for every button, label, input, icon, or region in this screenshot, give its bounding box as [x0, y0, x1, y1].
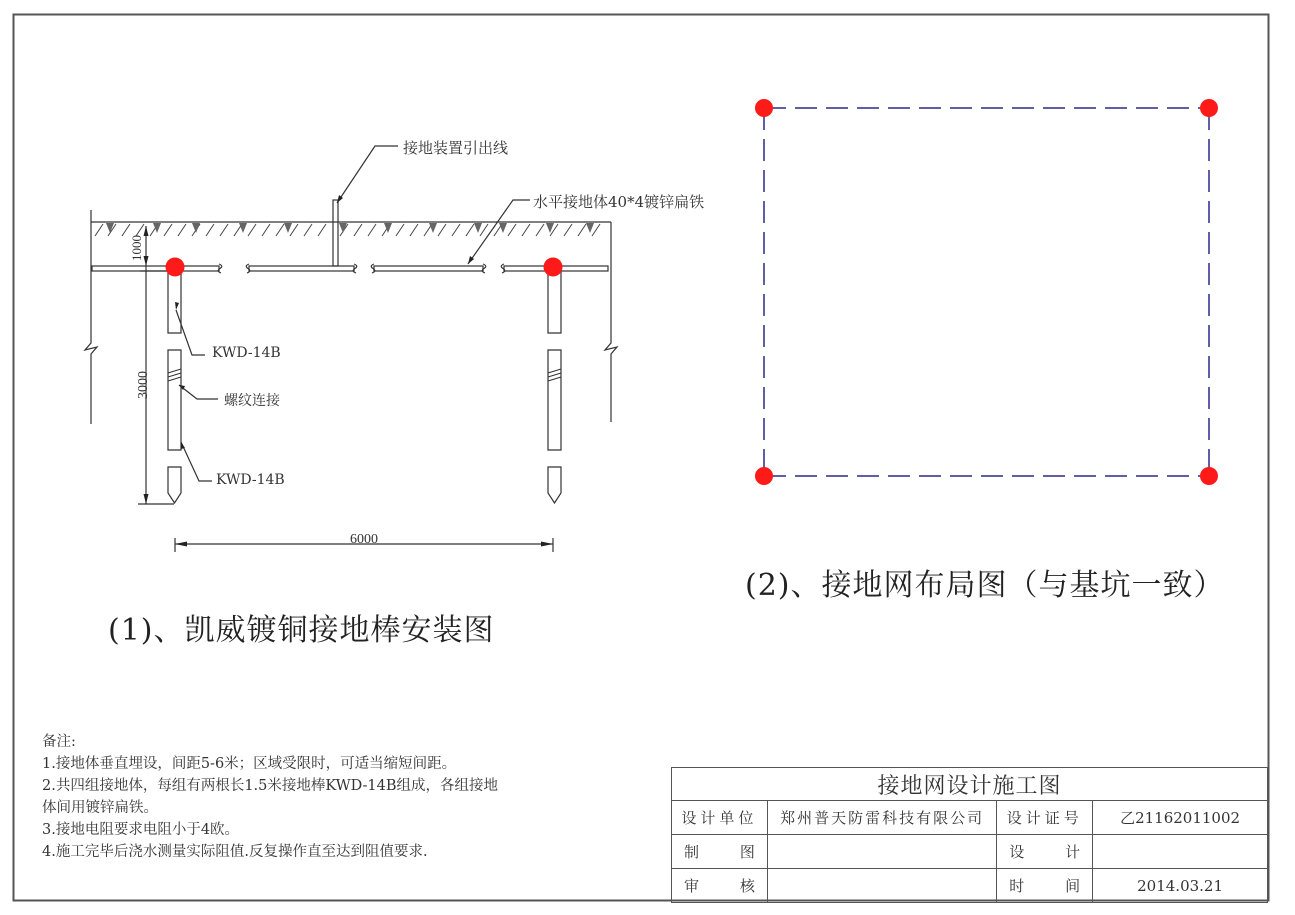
- dim-spacing: 6000: [350, 532, 378, 547]
- caption-grid-layout: (2)、接地网布局图（与基坑一致）: [745, 568, 1225, 603]
- notes-title: 备注:: [42, 734, 76, 750]
- review-label-a: 审: [684, 877, 700, 895]
- design-label: [997, 835, 1093, 869]
- note-item: 1.接地体垂直埋设，间距5-6米；区域受限时，可适当缩短间距。: [42, 756, 457, 772]
- draw-label-a: 制: [684, 843, 700, 861]
- caption-installation: (1)、凯威镀铜接地棒安装图: [108, 613, 495, 648]
- grid-node-bottom-left: [755, 467, 773, 485]
- design-label-b: 计: [1065, 843, 1081, 861]
- review-label: [672, 869, 768, 903]
- ground-rod-node-right: [544, 258, 563, 277]
- horizontal-conductor-label: 水平接地体40*4镀锌扁铁: [533, 193, 705, 211]
- review-label-b: 核: [739, 877, 755, 895]
- title-block: [671, 767, 1268, 903]
- dim-rod-length: 3000: [136, 371, 151, 399]
- title-block-title: 接地网设计施工图: [672, 768, 1268, 801]
- time-label: [997, 869, 1093, 903]
- cert-label: 设计证号: [997, 801, 1093, 835]
- time-label-b: 间: [1065, 877, 1081, 895]
- thread-connection-label: 螺纹连接: [224, 393, 280, 409]
- rod-bottom-label: KWD-14B: [216, 472, 285, 488]
- grid-layout-drawing: [764, 108, 1209, 476]
- design-unit-value: 郑州普天防雷科技有限公司: [767, 801, 996, 835]
- design-unit-label: 设计单位: [672, 801, 768, 835]
- note-item: 2.共四组接地体，每组有两根长1.5米接地棒KWD-14B组成，各组接地: [42, 778, 499, 794]
- grid-node-top-right: [1200, 99, 1218, 117]
- notes-block: [42, 731, 562, 863]
- note-item: 4.施工完毕后浇水测量实际阻值.反复操作直至达到阻值要求.: [42, 844, 428, 860]
- date-value: 2014.03.21: [1093, 869, 1268, 903]
- draw-label: [672, 835, 768, 869]
- note-item: 3.接地电阻要求电阻小于4欧。: [42, 822, 240, 838]
- grid-node-top-left: [755, 99, 773, 117]
- lead-out-label: 接地装置引出线: [403, 139, 509, 157]
- review-value: [767, 869, 996, 903]
- cert-value: 乙21162011002: [1093, 801, 1268, 835]
- rod-top-label: KWD-14B: [212, 345, 281, 361]
- draw-value: [767, 835, 996, 869]
- grid-node-bottom-right: [1200, 467, 1218, 485]
- draw-label-b: 图: [739, 843, 755, 861]
- ground-rod-node-left: [166, 258, 185, 277]
- dim-depth: 1000: [129, 235, 144, 261]
- time-label-a: 时: [1009, 877, 1025, 895]
- note-item: 体间用镀锌扁铁。: [42, 800, 158, 816]
- design-value: [1093, 835, 1268, 869]
- design-label-a: 设: [1009, 843, 1025, 861]
